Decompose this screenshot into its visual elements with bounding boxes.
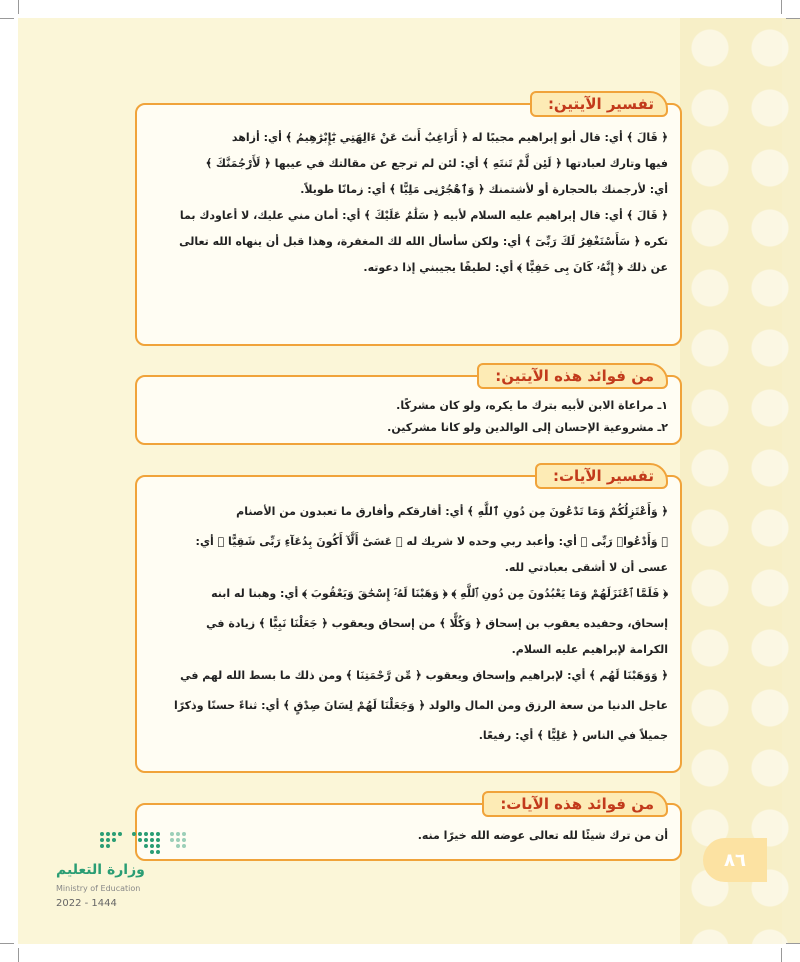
section-body [151,497,668,751]
ministry-logo [56,828,196,928]
fawaid-ayatain-box [135,367,682,445]
text-line: تكره ﴿ سَأَسْتَغْفِرُ لَكَ رَبِّىٓ ﴾ أي: ولكن سأسأل الله لك المغفرة، وهذا قبل أن ينهاه الله تعالى [179,235,668,248]
section-title: تفسير الآيتين: [547,95,654,113]
text-line: أي: لأرجمنك بالحجارة أو لأشتمنك ﴿ وَٱهْجُرْنِى مَلِيًّا ﴾ أي: زمانًا طويلاً. [300,183,668,196]
crop-mark [0,943,14,944]
logo-dots-icon [94,828,190,856]
text-line: عن ذلك ﴿ إِنَّهُۥ كَانَ بِى حَفِيًّا ﴾ أي: لطيفًا يجيبني إذا دعوته. [363,261,668,274]
section-title-tab [535,463,668,489]
text-line: ١ـ مراعاة الابن لأبيه بترك ما يكره، ولو كان مشركًا. [396,399,668,412]
text-line: الكرامة لإبراهيم عليه السلام. [511,643,668,656]
text-line: ﴿ قَالَ ﴾ أي: قال إبراهيم عليه السلام لأبيه ﴿ سَلَٰمٌ عَلَيْكَ ﴾ أي: أمان مني عليك، لا أعاودك بما [179,209,668,222]
tafsir-ayatain-box [135,95,682,346]
text-line: عاجل الدنيا من سعة الرزق ومن المال والولد ﴿ وَجَعَلْنَا لَهُمْ لِسَانَ صِدْقٍ ﴾ أي: ثناءً حسنًا وذكرًا [174,699,668,712]
logo-english-text: Ministry of Education [56,884,141,893]
logo-arabic-text: وزارة التعليم [56,862,145,878]
text-line: فيها وتارك لعبادتها ﴿ لَئِن لَّمْ تَنتَهِ ﴾ أي: لئن لم ترجع عن مقالتك في عيبها ﴿ لَأَرْجُمَنَّكَ ﴾ [205,157,668,170]
text-line: ٢ـ مشروعية الإحسان إلى الوالدين ولو كانا مشركين. [387,421,668,434]
logo-year: 2022 - 1444 [56,898,117,909]
section-title-tab [482,791,668,817]
text-line: جميلاً في الناس ﴿ عَلِيًّا ﴾ أي: رفيعًا. [478,729,668,742]
section-title: من فوائد هذه الآيتين: [495,367,654,385]
section-body [151,125,668,281]
crop-mark [786,943,800,944]
crop-mark [18,948,19,962]
tafsir-ayat-box [135,467,682,773]
text-line: عسى أن لا أشقى بعبادتي لله. [504,561,668,574]
text-line: ﴿ وَأَعْتَزِلُكُمْ وَمَا تَدْعُونَ مِن دُونِ ٱللَّهِ ﴾ أي: أفارقكم وأفارق ما تعبدون من الأصنام [236,505,668,518]
text-line: أن من ترك شيئًا لله تعالى عوضه الله خيرًا منه. [417,829,668,842]
section-title: تفسير الآيات: [552,467,654,485]
section-body [151,825,668,847]
text-line: ﴿ قَالَ ﴾ أي: قال أبو إبراهيم مجيبًا له ﴿ أَرَاغِبٌ أَنتَ عَنْ ءَالِهَتِي يَٰٓإِبْرَٰهِيمُ ﴾ أي: أزاهد [231,131,668,144]
section-title: من فوائد هذه الآيات: [500,795,654,813]
text-line: ﴿ فَلَمَّا ٱعْتَزَلَهُمْ وَمَا يَعْبُدُونَ مِن دُونِ ٱللَّهِ ﴾ ﴿ وَهَبْنَا لَهُۥٓ إِسْحَٰقَ وَيَعْقُوبَ ﴾ أي: وهبنا له ابنه [211,587,668,600]
crop-mark [781,948,782,962]
text-line: ﴿ وَوَهَبْنَا لَهُم ﴾ أي: لإبراهيم وإسحاق ويعقوب ﴿ مِّن رَّحْمَتِنَا ﴾ ومن ذلك ما بسط الله لهم في [180,669,668,682]
crop-mark [18,0,19,14]
text-line: ﴿ وَأَدْعُوا۟ رَبِّى ﴾ أي: وأعبد ربي وحده لا شريك له ﴿ عَسَىٰٓ أَلَّآ أَكُونَ بِدُعَآءِ رَبِّى شَقِيًّا ﴾ أي: [195,535,668,548]
crop-mark [0,18,14,19]
section-body [151,395,668,439]
decorative-pattern [680,18,800,944]
text-line: إسحاق، وحفيده يعقوب بن إسحاق ﴿ وَكُلًّا ﴾ من إسحاق ويعقوب ﴿ جَعَلْنَا نَبِيًّا ﴾ زيادة في [206,617,668,630]
fawaid-ayat-box [135,795,682,861]
crop-mark [781,0,782,14]
section-title-tab [477,363,668,389]
crop-mark [786,18,800,19]
page-number-badge [703,838,767,882]
section-title-tab [530,91,668,117]
page-number: ٨٦ [724,849,746,871]
